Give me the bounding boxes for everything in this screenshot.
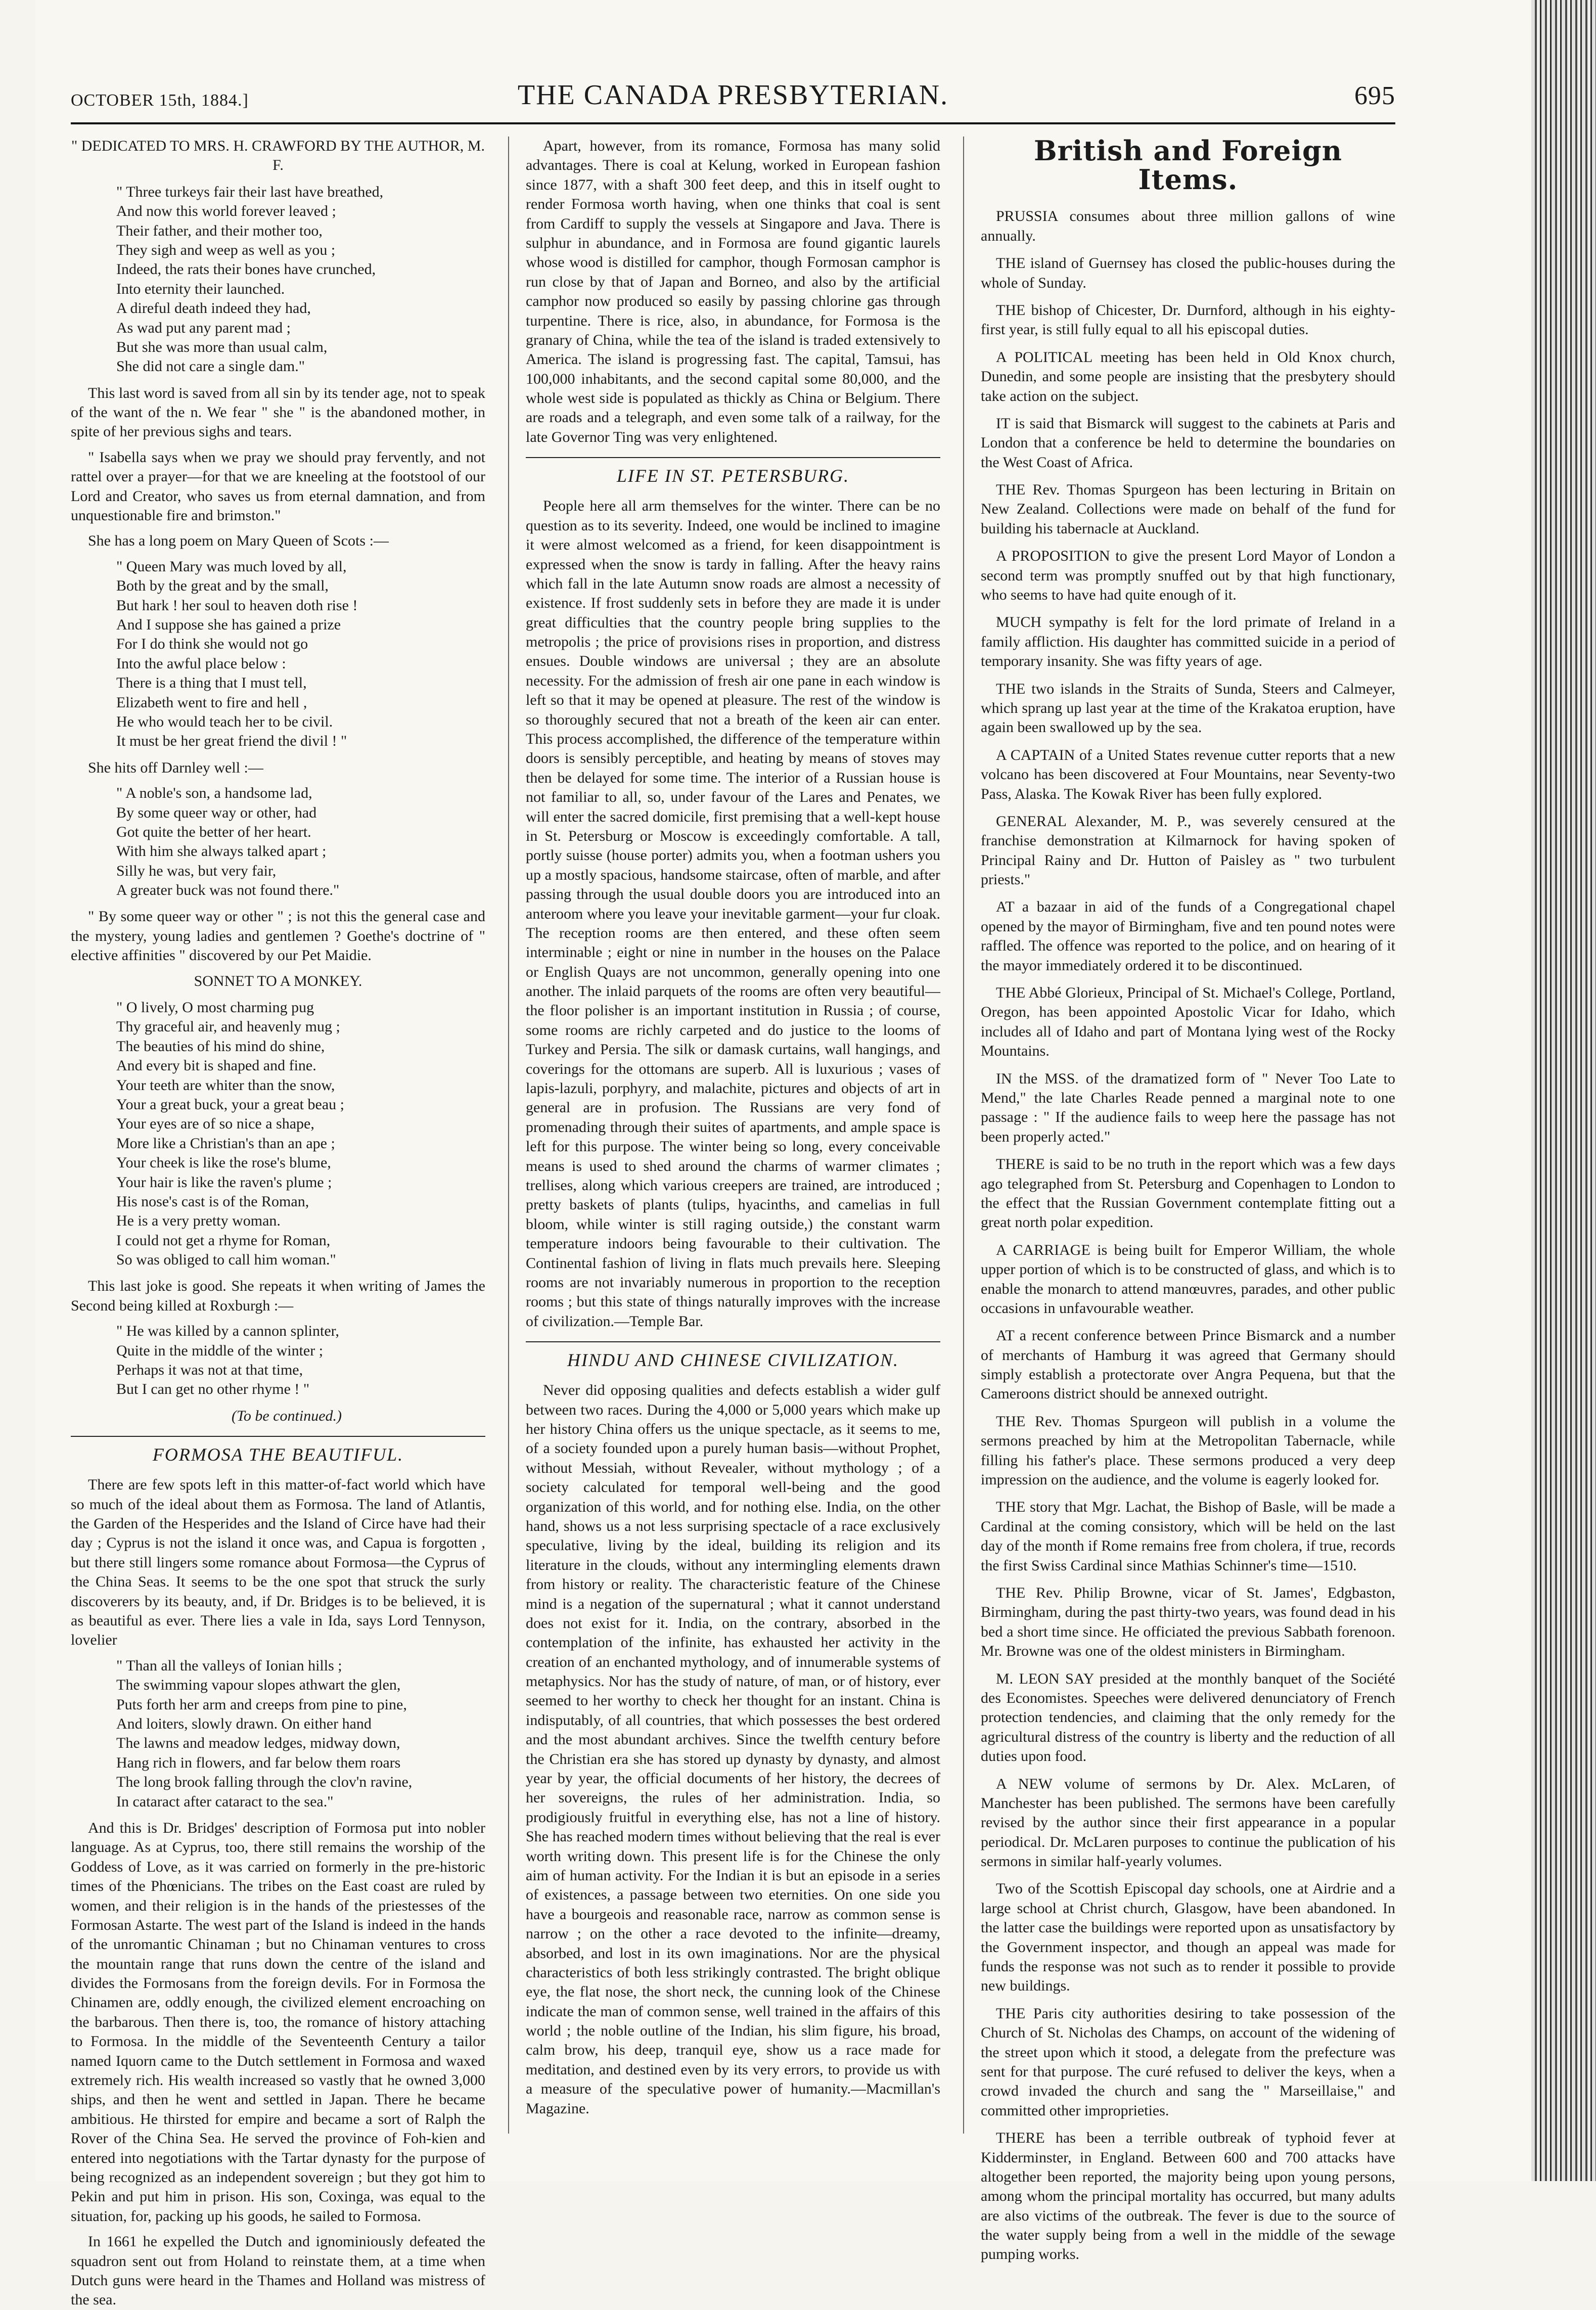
news-item: THE Abbé Glorieux, Principal of St. Michael's College, Portland, Oregon, has been appointed Apostolic Vicar for Idaho, which includes all of Idaho and part of Montana lying west of the Rocky Mountains. xyxy=(981,984,1395,1060)
british-foreign-items-title: British and Foreign Items. xyxy=(1033,134,1343,196)
news-item: THE Rev. Philip Browne, vicar of St. James', Edgbaston, Birmingham, during the past thirty-two years, was found dead in his bed a short time since. He officiated the previous Sabbath forenoon. Mr. Browne was one of the oldest ministers in Birmingham. xyxy=(981,1584,1395,1660)
verse-line: Your hair is like the raven's plume ; xyxy=(116,1173,332,1191)
verse-line: It must be her great friend the divil ! " xyxy=(116,733,347,750)
news-item: A NEW volume of sermons by Dr. Alex. McLaren, of Manchester has been published. The sermons have been carefully revised by the author since their first appearance in a popular periodical. Dr. McLaren purposes to continue the publication of his sermons in similar half-yearly volumes. xyxy=(981,1775,1395,1870)
middle-column xyxy=(526,137,940,2134)
verse-line: But she was more than usual calm, xyxy=(116,338,328,355)
mary-queen-poem xyxy=(116,557,485,751)
verse-line: Elizabeth went to fire and hell , xyxy=(116,694,307,711)
verse-line: Your a great buck, your a great beau ; xyxy=(116,1096,344,1113)
verse-line: The lawns and meadow ledges, midway down, xyxy=(116,1735,400,1752)
verse-line: But I can get no other rhyme ! " xyxy=(116,1381,310,1398)
news-item: THE island of Guernsey has closed the public-houses during the whole of Sunday. xyxy=(981,255,1395,291)
monkey-sonnet xyxy=(116,998,485,1270)
news-item: IN the MSS. of the dramatized form of " Never Too Late to Mend," the late Charles Reade penned a marginal note to one passage : " If the audience fails to weep here the passage has not been properly acted." xyxy=(981,1070,1395,1145)
news-item: Two of the Scottish Episcopal day schools, one at Airdrie and a large school at Christ church, Glasgow, have been abandoned. In the latter case the buildings were reported upon as unsatisfactory by the Government inspector, and though an appeal was made for funds the response was not such as to render it possible to provide new buildings. xyxy=(981,1880,1395,1995)
verse-line: Their father, and their mother too, xyxy=(116,222,323,239)
verse-line: With him she always talked apart ; xyxy=(116,843,327,860)
turkeys-poem xyxy=(116,183,485,377)
formosa-title: FORMOSA THE BEAUTIFUL. xyxy=(71,1436,485,1466)
news-item: MUCH sympathy is felt for the lord primate of Ireland in a family affliction. His daughter has committed suicide in a period of temporary insanity. She was fifty years of age. xyxy=(981,614,1395,670)
verse-line: Into eternity their launched. xyxy=(116,280,285,297)
paragraph: Apart, however, from its romance, Formosa has many solid advantages. There is coal at Kelung, worked in European fashion since 1877, with a shaft 300 feet deep, and this in itself ought to render Formosa worth having, when one thinks that coal is sent from Cardiff to supply the vessels at Singapore and Java. There is sulphur in abundance, and in Formosa are found gigantic laurels whose wood is distilled for camphor, though Formosan camphor is run close by that of Japan and Borneo, and also by the artificial camphor now produced so easily by passing chlorine gas through turpentine. There is rice, also, in abundance, for Formosa is the granary of China, while the tea of the island is traded extensively to America. The island is progressing fast. The capital, Tamsui, has 100,000 inhabitants, and the second capital some 80,000, and the whole west side is populated as thickly as China or Belgium. There are roads and a telegraph, and even some talk of a railway, for the late Governor Ting was very enlightened. xyxy=(526,138,940,445)
paragraph: Never did opposing qualities and defects establish a wider gulf between two races. During the 4,000 or 5,000 years which make up her history China offers us the unique spectacle, as it seems to me, of a society founded upon a purely human basis—without Prophet, without Messiah, without Revealer, without mythology ; of a society calculated for temporal well-being and the good organization of this world, and for nothing else. India, on the other hand, shows us a not less surprising spectacle of a race exclusively speculative, living by the ideal, building its religion and its literature in the clouds, without any intermingling elements drawn from history or reality. The characteristic feature of the Chinese mind is a negation of the supernatural ; what it cannot understand does not exist for it. India, on the contrary, absorbed in the contemplation of the infinite, has exhausted her activity in the creation of an enchanted mythology, and of innumerable systems of metaphysics. Nor has the study of nature, of man, or of history, ever seemed to her worthy to check her thought for an instant. China is indisputably, of all countries, that which possesses the best ordered and the most abundant archives. Since the twelfth century before the Christian era she has stored up dynasty by dynasty, and almost year by year, the official documents of her history, the decrees of her sovereigns, the rules of her administration. India, so prodigiously fruitful in everything else, has not a line of history. She has reached modern times without believing that the real is ever worth writing down. This present life is for the Chinese the only aim of human activity. For the Indian it is but an episode in a series of existences, a passage between two eternities. On one side you have a bourgeois and reasonable race, narrow as common sense is narrow ; on the other a race devoted to the infinite—dreamy, absorbed, and lost in its own imaginations. Nor are the physical characteristics of both less strikingly contrasted. The bright oblique eye, the flat nose, the short neck, the cunning look of the Chinese indicate the man of common sense, well trained in the affairs of this world ; the noble outline of the Indian, his slim figure, his broad, calm brow, his deep, tranquil eye, show us a race made for meditation, and destined even by its very errors, to provide us with a measure of the speculative power of humanity.—Macmillan's Magazine. xyxy=(526,1382,940,2117)
verse-line: Into the awful place below : xyxy=(116,655,286,672)
paragraph: And this is Dr. Bridges' description of Formosa put into nobler language. As at Cyprus, too, there still remains the worship of the Goddess of Love, as it was carried on formerly in the pre-historic times of the Phœnicians. The tribes on the East coast are ruled by women, and their religion is in the hands of the priestesses of the Formosan Astarte. The west part of the Island is indeed in the hands of the unromantic Chinaman ; but no Chinaman ventures to cross the mountain range that runs down the centre of the island and divides the Formosans from the foreign devils. For in Formosa the Chinamen are, oddly enough, the civilized element encroaching on the barbarous. Then there is, too, the romance of history attaching to Formosa. In the middle of the Seventeenth Century a tailor named Iquorn came to the Dutch settlement in Formosa and waxed extremely rich. His wealth increased so vastly that he owned 3,000 ships, and then he went and settled in Japan. There he became ambitious. He thirsted for empire and became a sort of Ralph the Rover of the China Sea. He served the province of Foh-kien and entered into negotiations with the Tartar dynasty for the purpose of being recognized as an independent sovereign ; but they got him to Pekin and put him in prison. His son, Coxinga, was equal to the situation, for, packing up his goods, he sailed to Formosa. xyxy=(71,1819,485,2225)
hindu-chinese-title: HINDU AND CHINESE CIVILIZATION. xyxy=(526,1341,940,1372)
verse-line: By some queer way or other, had xyxy=(116,804,317,821)
verse-line: His nose's cast is of the Roman, xyxy=(116,1193,309,1210)
page-header xyxy=(71,76,1395,121)
st-petersburg-title: LIFE IN ST. PETERSBURG. xyxy=(526,457,940,487)
news-item: IT is said that Bismarck will suggest to the cabinets at Paris and London that a conference be held to determine the boundaries on the West Coast of Africa. xyxy=(981,415,1395,471)
verse-line: Your eyes are of so nice a shape, xyxy=(116,1115,314,1133)
verse-line: I could not get a rhyme for Roman, xyxy=(116,1232,331,1249)
paragraph: " By some queer way or other " ; is not this the general case and the mystery, young ladies and gentlemen ? Goethe's doctrine of " elective affinities " discovered by our Pet Maidie. xyxy=(71,908,485,964)
verse-line: They sigh and weep as well as you ; xyxy=(116,241,336,258)
verse-line: " He was killed by a cannon splinter, xyxy=(116,1323,339,1340)
verse-line: There is a thing that I must tell, xyxy=(116,674,307,692)
newspaper-title: THE CANADA PRESBYTERIAN. xyxy=(517,79,949,111)
column-divider-left xyxy=(508,137,509,2134)
news-item: THE Paris city authorities desiring to take possession of the Church of St. Nicholas des Champs, on account of the widening of the street upon which it stood, a delegate from the prefecture was sent for that purpose. The curé refused to deliver the keys, when a crowd invaded the church and sang the " Marseillaise," and committed other improprieties. xyxy=(981,2005,1395,2119)
verse-line: For I do think she would not go xyxy=(116,636,308,653)
news-item: AT a bazaar in aid of the funds of a Congregational chapel opened by the mayor of Birmingham, five and ten pound notes were raffled. The offence was reported to the police, and on hearing of it the mayor immediately ordered it to be discontinued. xyxy=(981,898,1395,974)
paragraph: This last joke is good. She repeats it when writing of James the Second being killed at Roxburgh :— xyxy=(71,1278,485,1314)
news-item: THE story that Mgr. Lachat, the Bishop of Basle, will be made a Cardinal at the coming consistory, which will be held on the last day of the month if Rome remains free from cholera, if true, records the first Swiss Cardinal since Mathias Schinner's time—1510. xyxy=(981,1499,1395,1574)
news-item: THE Rev. Thomas Spurgeon will publish in a volume the sermons preached by him at the Metropolitan Tabernacle, while filling his father's place. These sermons produced a very deep impression on the audience, and the volume is eagerly looked for. xyxy=(981,1413,1395,1488)
paragraph: People here all arm themselves for the winter. There can be no question as to its severity. Indeed, one would be inclined to imagine it were almost welcomed as a friend, for keen disappointment is expressed when the snow is tardy in falling. After the heavy rains which fall in the late Autumn snow roads are almost a necessity of existence. If frost suddenly sets in before they are made it is under great difficulties that the country people bring supplies to the metropolis ; the price of provisions rises in proportion, and distress ensues. Double windows are universal ; they are an absolute necessity. For the admission of fresh air one pane in each window is left so that it may be opened at pleasure. The rest of the window is so thoroughly secured that not a breath of the keen air can enter. This process accomplished, the difference of the temperature within doors is sensibly perceptible, and heating by means of stoves may then be delayed for some time. The interior of a Russian house is not familiar to all, so, under favour of the Lares and Penates, we will enter the sacred domicile, first premising that a well-kept house in St. Petersburg or Moscow is exceedingly comfortable. A tall, portly suisse (house porter) admits you, when a footman ushers you up a mostly spacious, handsome staircase, often of marble, and after passing through the usual double doors you are introduced into an anteroom where you leave your inevitable garment—your fur cloak. The reception rooms are then entered, and these often seem interminable ; eight or nine in number in the houses on the Palace or English Quays are not uncommon, generally opening into one another. The inlaid parquets of the rooms are often very beautiful—the floor polisher is an important institution in Russia ; of course, some rooms are richly carpeted and do justice to the looms of Turkey and Persia. The silk or damask curtains, wall hangings, and coverings for the ottomans are superb. All is luxurious ; vases of lapis-lazuli, porphyry, and malachite, pictures and objects of art in general are in profusion. The Russians are very fond of promenading through their suites of apartments, and ample space is left for this purpose. The winter being so long, every conceivable means is used to shed around the charms of warmer climates ; trellises, along which various creepers are trained, are introduced ; pretty baskets of plants (tulips, hyacinths, and camelias in full bloom, while winter is still raging outside,) the constant warm temperature indoors being favourable to their cultivation. The Continental fashion of living in flats much prevails here. Sleeping rooms are not invariably numerous in proportion to the reception rooms ; but this state of things naturally improves with the increase of civilization.—Temple Bar. xyxy=(526,497,940,1330)
tennyson-quote xyxy=(116,1656,485,1811)
verse-line: Your teeth are whiter than the snow, xyxy=(116,1076,335,1094)
paragraph: " Isabella says when we pray we should pray fervently, and not rattel over a prayer—for that we are kneeling at the footstool of our Lord and Creator, who saves us from eternal damnation, and from unquestionable fire and brimston." xyxy=(71,448,485,524)
paragraph: In 1661 he expelled the Dutch and ignominiously defeated the squadron sent out from Holand to reinstate them, at a time when Dutch guns were heard in the Thames and Holland was mistress of the sea. xyxy=(71,2233,485,2308)
verse-line: She did not care a single dam." xyxy=(116,358,305,375)
news-item: A PROPOSITION to give the present Lord Mayor of London a second term was promptly snuffed out by that high functionary, who seems to have had quite enough of it. xyxy=(981,548,1395,604)
verse-line: As wad put any parent mad ; xyxy=(116,319,291,336)
verse-line: He who would teach her to be civil. xyxy=(116,713,333,730)
verse-line: Hang rich in flowers, and far below them roars xyxy=(116,1754,401,1771)
verse-line: Both by the great and by the small, xyxy=(116,577,329,595)
news-item: THERE has been a terrible outbreak of typhoid fever at Kidderminster, in England. Between 600 and 700 attacks have altogether been reported, the majority being upon young persons, among whom the principal mortality has occurred, but many adults are also victims of the outbreak. The fever is due to the source of the water supply being from a well in the middle of the sewage pumping works. xyxy=(981,2130,1395,2263)
paragraph: This last word is saved from all sin by its tender age, not to speak of the want of the n. We fear " she " is the abandoned mother, in spite of her previous sighs and tears. xyxy=(71,384,485,440)
page-number: 695 xyxy=(1354,81,1395,110)
right-column xyxy=(981,134,1395,2263)
news-item: M. LEON SAY presided at the monthly banquet of the Société des Economistes. Speeches were delivered denunciatory of French protection tendencies, and claiming that the only remedy for the agricultural distress of the country is liberty and the reduction of all duties upon food. xyxy=(981,1670,1395,1765)
paragraph: There are few spots left in this matter-of-fact world which have so much of the ideal about them as Formosa. The land of Atlantis, the Garden of the Hesperides and the Island of Circe have had their day ; Cyprus is not the island it once was, and Capua is forgotten , but there still lingers some romance about Formosa—the Cyprus of the China Seas. It seems to be the one spot that struck the surly discoverers by its beauty, and, if Dr. Bridges is to be believed, it is as beautiful as ever. There lies a vale in Ida, says Lord Tennyson, lovelier xyxy=(71,1476,485,1649)
paragraph: She has a long poem on Mary Queen of Scots :— xyxy=(88,532,389,550)
verse-line: The long brook falling through the clov'n ravine, xyxy=(116,1774,413,1791)
binding-edge xyxy=(1531,0,1596,2181)
verse-line: Your cheek is like the rose's blume, xyxy=(116,1154,331,1171)
verse-line: Indeed, the rats their bones have crunched, xyxy=(116,261,376,278)
verse-line: And I suppose she has gained a prize xyxy=(116,616,341,633)
verse-line: Perhaps it was not at that time, xyxy=(116,1362,303,1379)
verse-line: Silly he was, but very fair, xyxy=(116,862,277,879)
news-item: AT a recent conference between Prince Bismarck and a number of merchants of Hamburg it was agreed that Germany should simply establish a protectorate over Angra Pequena, but that the Cameroons district should be annexed outright. xyxy=(981,1327,1395,1402)
verse-line: Got quite the better of her heart. xyxy=(116,823,311,840)
verse-line: He is a very pretty woman. xyxy=(116,1212,281,1230)
verse-line: So was obliged to call him woman." xyxy=(116,1251,336,1269)
continued-note: (To be continued.) xyxy=(231,1407,342,1424)
issue-date: OCTOBER 15th, 1884.] xyxy=(71,91,249,110)
dedication: " DEDICATED TO MRS. H. CRAWFORD BY THE AUTHOR, M. F. xyxy=(71,138,485,174)
verse-line: And now this world forever leaved ; xyxy=(116,203,336,220)
paragraph: She hits off Darnley well :— xyxy=(88,759,263,776)
news-item: THE two islands in the Straits of Sunda, Steers and Calmeyer, which sprang up last year at the time of the Krakatoa eruption, have again been swallowed up by the sea. xyxy=(981,680,1395,736)
verse-line: And every bit is shaped and fine. xyxy=(116,1057,316,1074)
news-item: GENERAL Alexander, M. P., was severely censured at the franchise demonstration at Kilmarnock for having spoken of Principal Rainy and Dr. Hutton of Paisley as " two turbulent priests." xyxy=(981,812,1395,888)
news-item: THE Rev. Thomas Spurgeon has been lecturing in Britain on New Zealand. Collections were made on behalf of the fund for building his tabernacle at Auckland. xyxy=(981,481,1395,537)
verse-line: A direful death indeed they had, xyxy=(116,300,311,317)
verse-line: But hark ! her soul to heaven doth rise ! xyxy=(116,597,358,614)
verse-line: The beauties of his mind do shine, xyxy=(116,1037,325,1055)
verse-line: The swimming vapour slopes athwart the glen, xyxy=(116,1677,401,1694)
news-item: A POLITICAL meeting has been held in Old Knox church, Dunedin, and some people are insisting that the presbytery should take action on the subject. xyxy=(981,348,1395,404)
darnley-poem xyxy=(116,784,485,900)
verse-line: A greater buck was not found there." xyxy=(116,882,340,899)
verse-line: Thy graceful air, and heavenly mug ; xyxy=(116,1018,340,1035)
verse-line: Quite in the middle of the winter ; xyxy=(116,1342,324,1359)
news-item: THERE is said to be no truth in the report which was a few days ago telegraphed from St. Petersburg and Copenhagen to London to the effect that the Russian Government contemplate fitting out a great north polar expedition. xyxy=(981,1156,1395,1231)
header-rule xyxy=(71,122,1395,124)
verse-line: And loiters, slowly drawn. On either hand xyxy=(116,1715,372,1732)
column-divider-right xyxy=(963,137,964,2134)
verse-line: " Three turkeys fair their last have breathed, xyxy=(116,183,384,200)
verse-line: " A noble's son, a handsome lad, xyxy=(116,785,312,802)
sonnet-title: SONNET TO A MONKEY. xyxy=(194,972,362,989)
verse-line: " Than all the valleys of Ionian hills ; xyxy=(116,1657,342,1674)
news-item: PRUSSIA consumes about three million gallons of wine annually. xyxy=(981,208,1395,244)
news-item: A CARRIAGE is being built for Emperor William, the whole upper portion of which is to be constructed of glass, and which is to enable the monarch to attend manœuvres, parades, and other public occasions in unfavourable weather. xyxy=(981,1241,1395,1317)
left-column xyxy=(71,137,485,2308)
verse-line: Puts forth her arm and creeps from pine to pine, xyxy=(116,1696,407,1713)
verse-line: In cataract after cataract to the sea." xyxy=(116,1793,334,1810)
james-second-poem xyxy=(116,1322,485,1399)
verse-line: " Queen Mary was much loved by all, xyxy=(116,558,347,575)
verse-line: " O lively, O most charming pug xyxy=(116,999,314,1016)
verse-line: More like a Christian's than an ape ; xyxy=(116,1135,335,1152)
news-item: THE bishop of Chicester, Dr. Durnford, although in his eighty-first year, is still fully equal to all his episcopal duties. xyxy=(981,301,1395,338)
news-item: A CAPTAIN of a United States revenue cutter reports that a new volcano has been discovered at Four Mountains, near Seventy-two Pass, Alaska. The Kowak River has been fully explored. xyxy=(981,746,1395,802)
